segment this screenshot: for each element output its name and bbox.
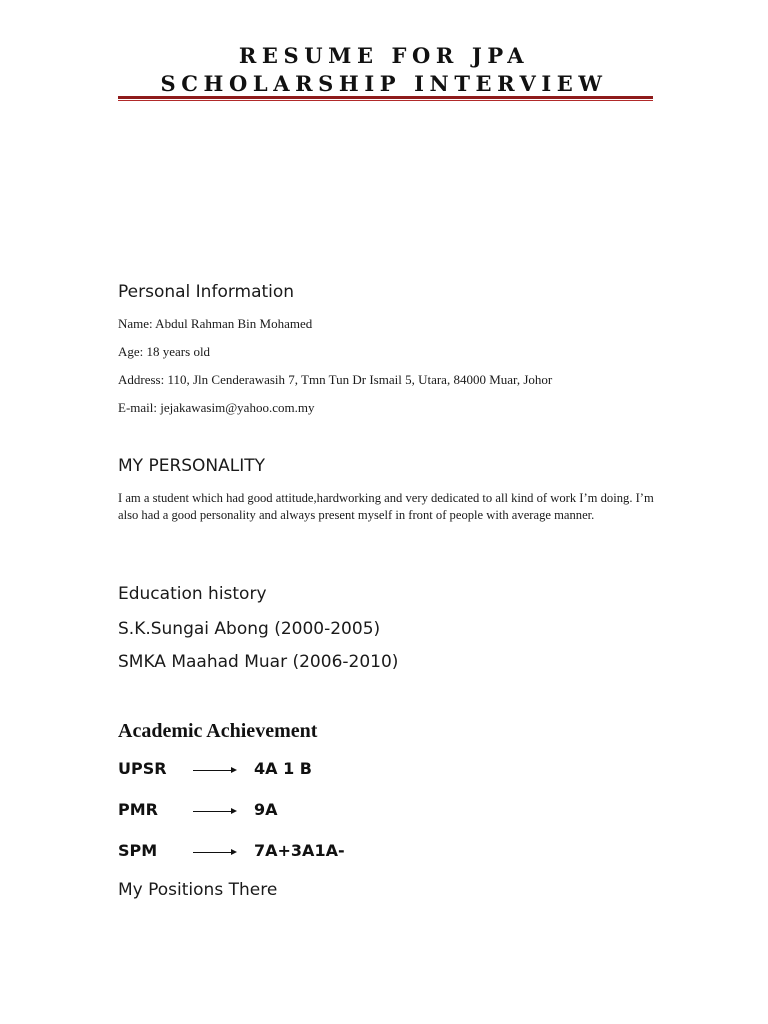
- education-history-heading: Education history: [118, 584, 267, 604]
- academic-result-row: [118, 759, 518, 783]
- title-divider-thin: [118, 100, 653, 101]
- personal-email: E-mail: jejakawasim@yahoo.com.my: [118, 400, 315, 415]
- arrow-right-icon: [193, 852, 235, 853]
- personality-paragraph: I am a student which had good attitude,hardworking and very dedicated to all kind of work I’m doing. I’m also had a good personality and always present myself in front of people with average manner.: [118, 491, 654, 522]
- title-divider-thick: [118, 96, 653, 99]
- document-title-line-1: RESUME FOR JPA: [238, 43, 530, 68]
- personal-name: Name: Abdul Rahman Bin Mohamed: [118, 316, 313, 331]
- academic-achievement-heading: Academic Achievement: [118, 720, 318, 742]
- education-school: S.K.Sungai Abong (2000-2005): [118, 619, 381, 639]
- arrow-right-icon: [193, 770, 235, 771]
- personal-address: Address: 110, Jln Cenderawasih 7, Tmn Tun Dr Ismail 5, Utara, 84000 Muar, Johor: [118, 372, 553, 387]
- exam-name: PMR: [118, 800, 158, 819]
- education-school: SMKA Maahad Muar (2006-2010): [118, 652, 399, 672]
- academic-result-row: [118, 841, 518, 865]
- document-title-line-2: SCHOLARSHIP INTERVIEW: [160, 71, 608, 96]
- exam-grade: 9A: [254, 800, 278, 819]
- exam-grade: 7A+3A1A-: [254, 841, 345, 860]
- personality-heading: MY PERSONALITY: [118, 456, 266, 476]
- exam-name: SPM: [118, 841, 158, 860]
- personal-information-heading: Personal Information: [118, 282, 295, 302]
- personal-age: Age: 18 years old: [118, 344, 211, 359]
- positions-heading: My Positions There: [118, 880, 278, 900]
- exam-name: UPSR: [118, 759, 167, 778]
- arrow-right-icon: [193, 811, 235, 812]
- academic-result-row: [118, 800, 518, 824]
- exam-grade: 4A 1 B: [254, 759, 312, 778]
